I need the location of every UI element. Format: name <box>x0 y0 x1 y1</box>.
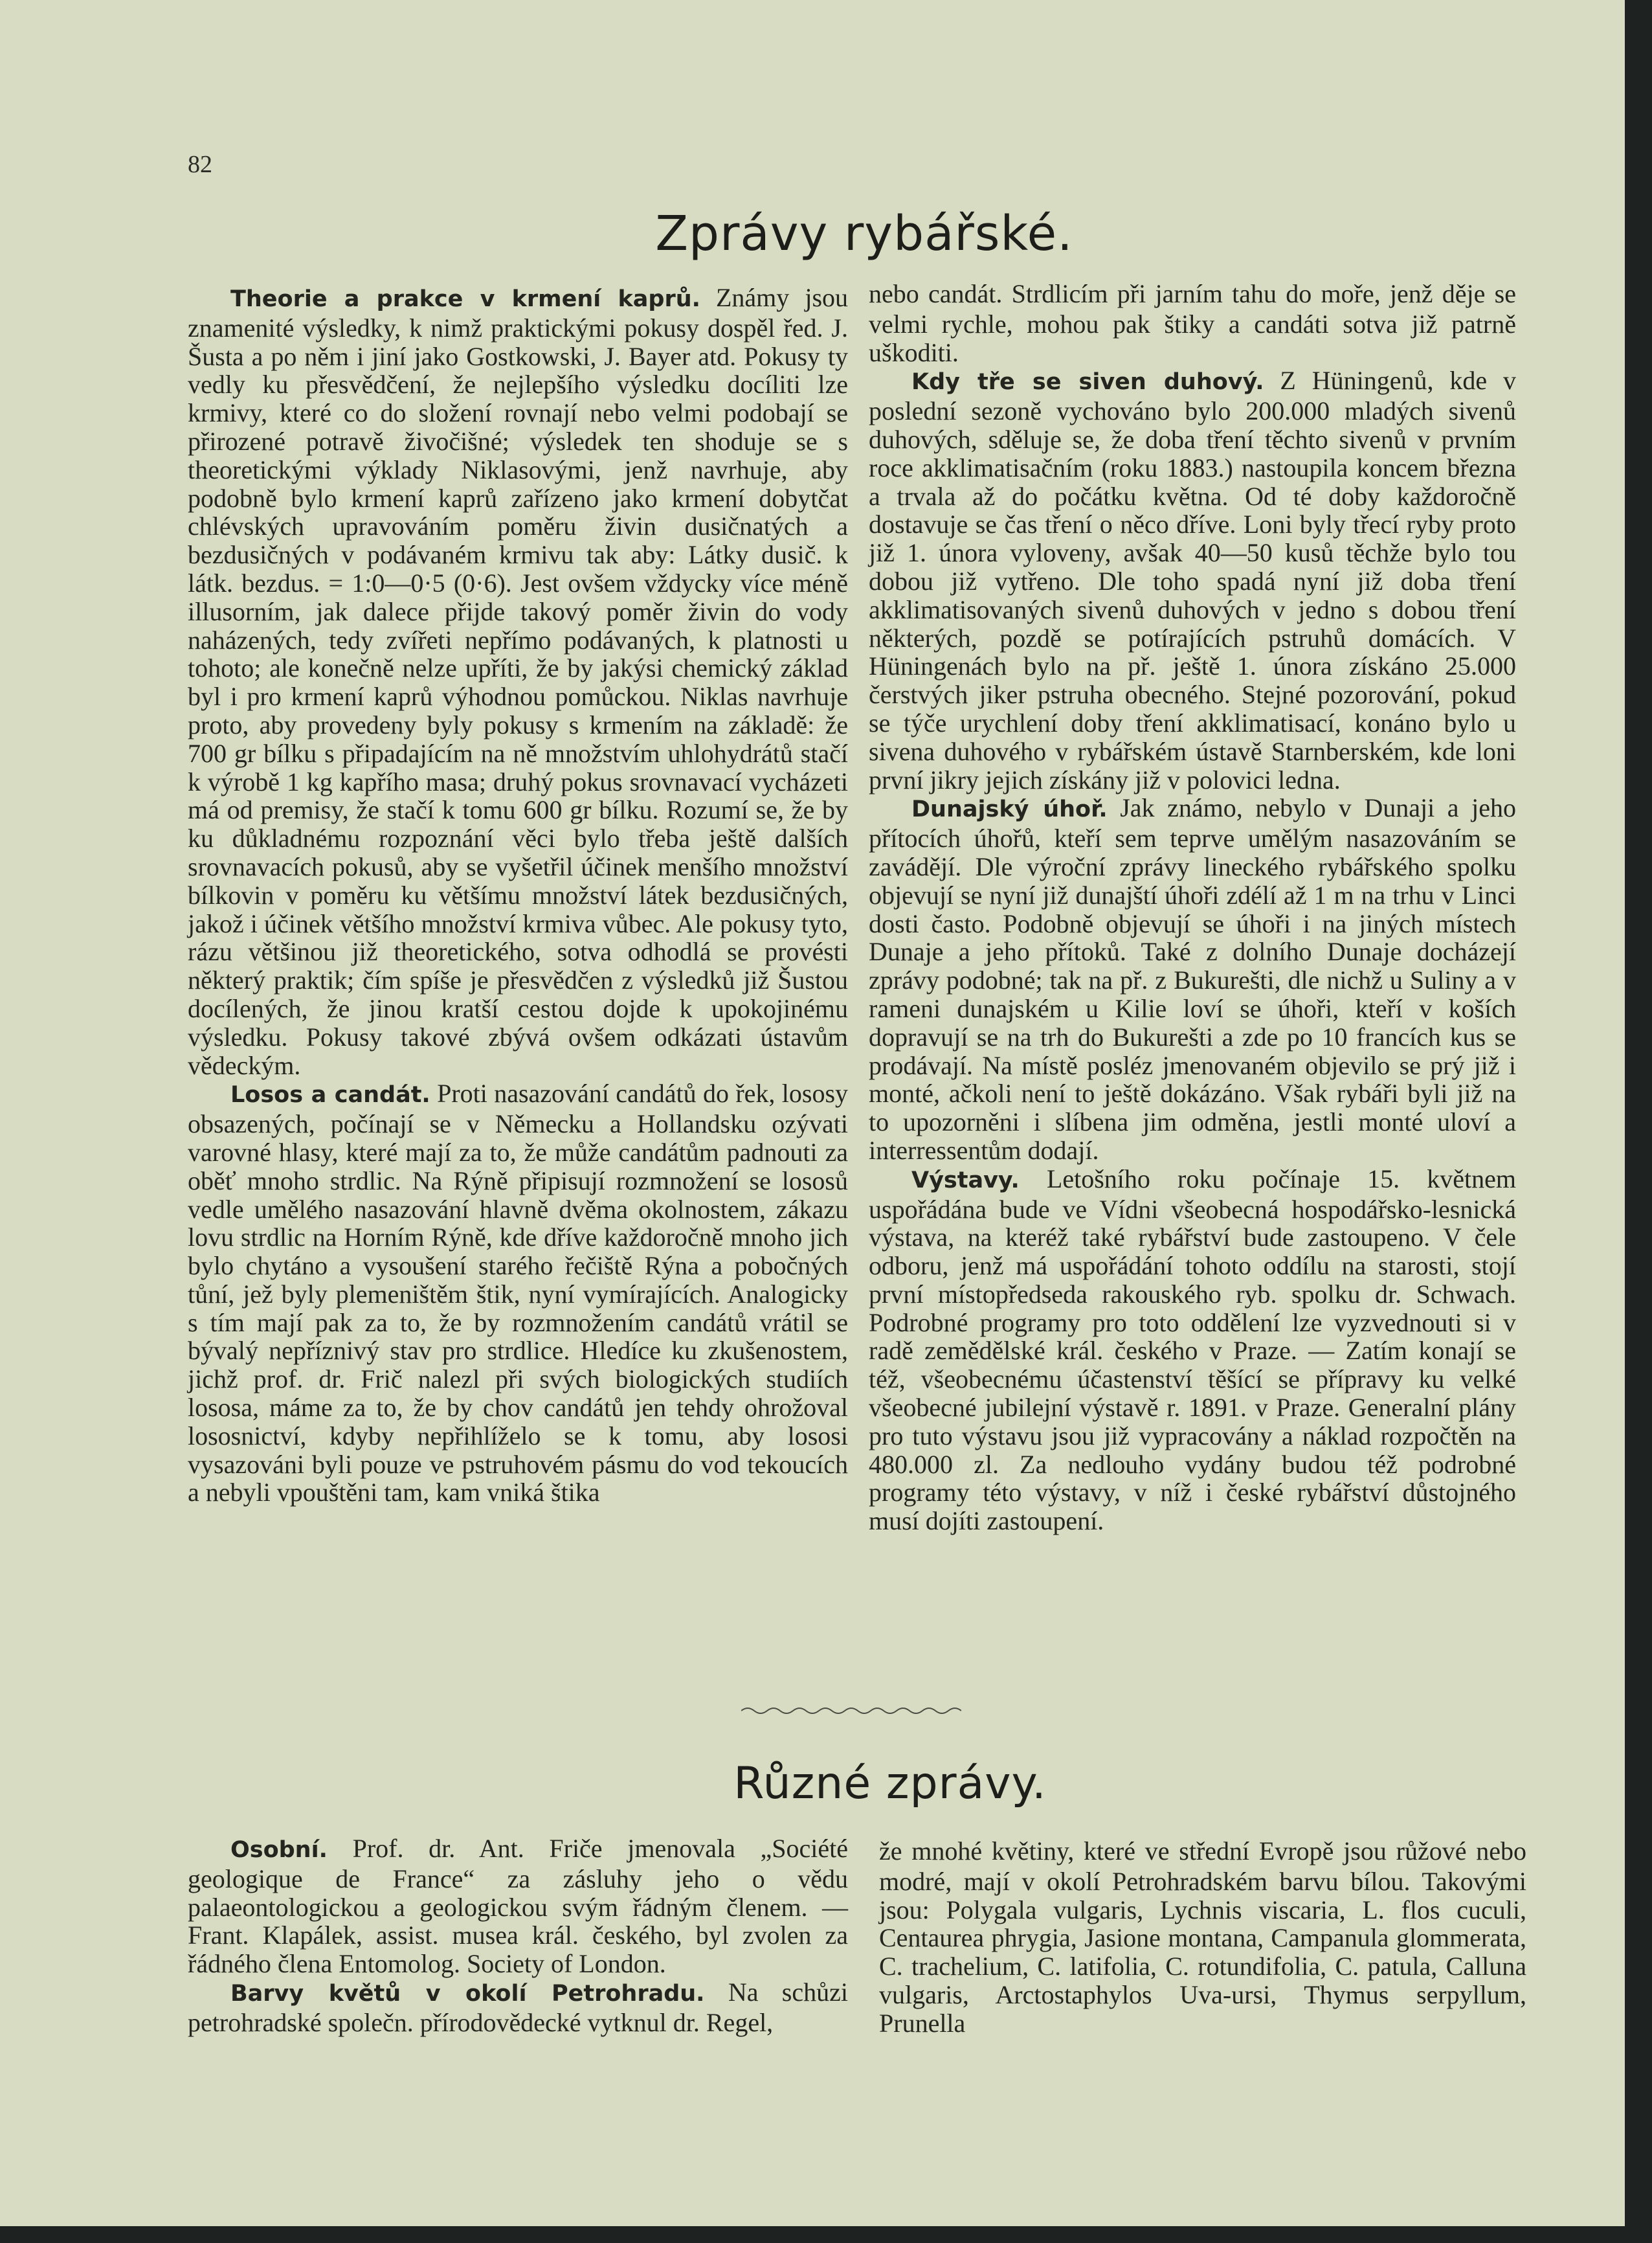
paragraph-text: Prof. dr. Ant. Friče jmenovala „Société geologique de France“ za zásluhy jeho o vědu palaeontologickou a geologickou svým řádným členem. — Frant. Klapálek, assist. musea král. českého, byl zvolen za řádného člena Entomolog. Society of London. <box>188 1834 848 1979</box>
paragraph-heading: Osobní. <box>230 1837 328 1863</box>
paragraph-text: Z Hüningenů, kde v poslední sezoně vychováno bylo 200.000 mladých sivenů duhových, sděluje se, že doba tření těchto sivenů v prvním roce akklimatisačním (roku 1883.) nastoupila koncem března a trvala až do počátku května. Od té doby každoročně dostavuje se čas tření o něco dříve. Loni byly třecí ryby proto již 1. února vyloveny, avšak 40—50 kusů těchže bylo tou dobou již vytřeno. Dle toho spadá nyní již doba tření akklimatisovaných sivenů duhových v jedno s dobou tření některých, pozdě se potírajících pstruhů domácích. V Hüningenách bylo na př. ještě 1. února získáno 25.000 čerstvých jiker pstruha obecného. Stejné pozorování, pokud se týče urychlení doby tření akklimatisací, konáno bylo u sivena duhového v rybářském ústavě Starnberském, kde loni první jikry jejich získány již v polovici ledna. <box>869 366 1516 795</box>
paragraph-heading: Barvy květů v okolí Petrohradu. <box>230 1980 705 2007</box>
paragraph-continuation <box>869 280 1516 366</box>
paragraph-heading: Výstavy. <box>911 1167 1020 1193</box>
section-title: Zprávy rybářské. <box>655 206 1073 262</box>
paragraph-theorie <box>188 284 848 1079</box>
page-number: 82 <box>188 151 212 178</box>
column-left <box>188 284 848 1507</box>
paragraph-continuation <box>879 1837 1526 2038</box>
section2-title: Různé zprávy. <box>733 1758 1047 1809</box>
column-bottom-right <box>879 1837 1526 2038</box>
paragraph-heading: Theorie a prakce v krmení kaprů. <box>230 286 700 312</box>
paragraph-text: Jak známo, nebylo v Dunaji a jeho přítocích úhořů, kteří sem teprve umělým nasazováním se zavádějí. Dle výroční zprávy lineckého rybářského spolku objevují se nyní již dunajští úhoři zdélí až 1 m na trhu v Linci dosti často. Podobně objevují se úhoři i na jiných místech Dunaje a jeho přítoků. Také z dolního Dunaje docházejí zprávy podobné; tak na př. z Bukurešti, dle nichž u Suliny a v rameni dunajském u Kilie loví se úhoři, kteří v koších dopravují se na trh do Bukurešti a zde po 10 francích kus se prodávají. Na místě posléz jmenovaném objevilo se prý již i monté, ačkoli není to ještě dokázáno. Však rybáři byli již na to upozorněni i slíbena jim odměna, jestli monté uloví a interressentům dodají. <box>869 793 1516 1165</box>
paragraph-heading: Dunajský úhoř. <box>911 796 1108 823</box>
paragraph-heading: Losos a candát. <box>230 1082 430 1109</box>
paragraph-siven <box>869 366 1516 794</box>
paragraph-barvy <box>188 1978 848 2037</box>
paragraph-text: že mnohé květiny, které ve střední Evropě jsou růžové nebo modré, mají v okolí Petrohradském barvu bílou. Takovými jsou: Polygala vulgaris, Lychnis viscaria, L. flos cuculi, Centaurea phrygia, Jasione montana, Campanula glommerata, C. trachelium, C. latifolia, C. rotundifolia, C. patula, Calluna vulgaris, Arctostaphylos Uva-ursi, Thymus serpyllum, Prunella <box>879 1836 1526 2038</box>
paragraph-vystavy <box>869 1165 1516 1535</box>
paragraph-text: nebo candát. Strdlicím při jarním tahu do moře, jenž děje se velmi rychle, mohou pak štiky a candáti sotva již patrně uškoditi. <box>869 279 1516 367</box>
column-bottom-left <box>188 1834 848 2037</box>
paragraph-text: Letošního roku počínaje 15. květnem uspořádána bude ve Vídni všeobecná hospodářsko-lesnická výstava, na kteréž také rybářství bude zastoupeno. V čele odboru, jenž má uspořádání tohoto oddílu na starosti, stojí první místopředseda rakouského ryb. spolku dr. Schwach. Podrobné programy pro toto oddělení lze vyzvednouti si v radě zemědělské král. českého v Praze. — Zatím konají se též, všeobecnému účastenství těšící se přípravy ku velké všeobecné jubilejní výstavě r. 1891. v Praze. Generalní plány pro tuto výstavu jsou již vypracovány a náklad rozpočtěn na 480.000 zl. Za nedlouho vydány budou též podrobné programy této výstavy, v níž i české rybářství důstojného musí dojíti zastoupení. <box>869 1164 1516 1536</box>
wavy-divider <box>741 1703 961 1719</box>
column-right <box>869 280 1516 1535</box>
paragraph-uhor <box>869 794 1516 1164</box>
paragraph-losos <box>188 1079 848 1507</box>
paragraph-osobni <box>188 1834 848 1978</box>
paragraph-text: Známy jsou znamenité výsledky, k nimž praktickými pokusy dospěl řed. J. Šusta a po něm i jiní jako Gostkowski, J. Bayer atd. Pokusy ty vedly ku přesvědčení, že nejlepšího výsledku docíliti lze krmivy, které co do složení rovnají nebo velmi podobají se přirozené potravě živočišné; výsledek ten shoduje se s theoretickými výklady Niklasovými, jenž navrhuje, aby podobně bylo krmení kaprů zařízeno jako krmení dobytčat chlévských upravováním poměru živin dusičnatých a bezdusičných v podávaném krmivu tak aby: Látky dusič. k látk. bezdus. = 1:0—0·5 (0·6). Jest ovšem vždycky více méně illusorním, jak dalece přijde takový poměr živin do vody naházených, tedy zvířeti nepřímo podávaných, k platnosti u tohoto; ale konečně nelze upříti, že by jakýsi chemický základ byl i pro krmení kaprů výhodnou pomůckou. Niklas navrhuje proto, aby provedeny byly pokusy s krmením na základě: že 700 gr bílku s připadajícím na ně množstvím uhlohydrátů stačí k výrobě 1 kg kapřího masa; druhý pokus srovnavací vycházeti má od premisy, že stačí k tomu 600 gr bílku. Rozumí se, že by ku důkladnému rozpoznání věci bylo třeba ještě dalších srovnavacích pokusů, aby se vyšetřil účinek menšího množství bílkovin v poměru ku většímu množství látek bezdusičných, jakož i účinek většího množství krmiva vůbec. Ale pokusy tyto, rázu většinou již theoretického, sotva odhodlá se provésti některý praktik; čím spíše je přesvědčen z výsledků již Šustou docílených, že jinou kratší cestou dojde k upokojinému výsledku. Pokusy takové zbývá ovšem odkázati ústavům vědeckým. <box>188 283 849 1080</box>
paragraph-text: Na schůzi petrohradské společn. přírodovědecké vytknul dr. Regel, <box>188 1977 848 2037</box>
paragraph-heading: Kdy tře se siven duhový. <box>911 369 1264 396</box>
paragraph-text: Proti nasazování candátů do řek, lososy obsazených, počínají se v Německu a Hollandsku ozývati varovné hlasy, které mají za to, že může candátům padnouti za oběť mnoho strdlic. Na Rýně připisují rozmnožení se lososů vedle umělého nasazování hlavně dvěma okolnostem, zákazu lovu strdlic na Horním Rýně, kde dříve každoročně mnoho jich bylo chytáno a vysoušení starého řečiště Rýna a pobočných tůní, jež byly plemeništěm štik, nyní vymírajících. Analogicky s tím mají pak za to, že by rozmnožením candátů vrátil se bývalý nepříznivý stav pro strdlice. Hledíce ku zkušenostem, jichž prof. dr. Frič nalezl při svých biologických studiích lososa, máme za to, že by chov candátů jen tehdy ohrožoval lososnictví, kdyby nepřihlíželo se k tomu, aby lososi vysazováni byli pouze ve pstruhovém pásmu do vod tekoucích a nebyli vpouštěni tam, kam vniká štika <box>188 1079 849 1507</box>
